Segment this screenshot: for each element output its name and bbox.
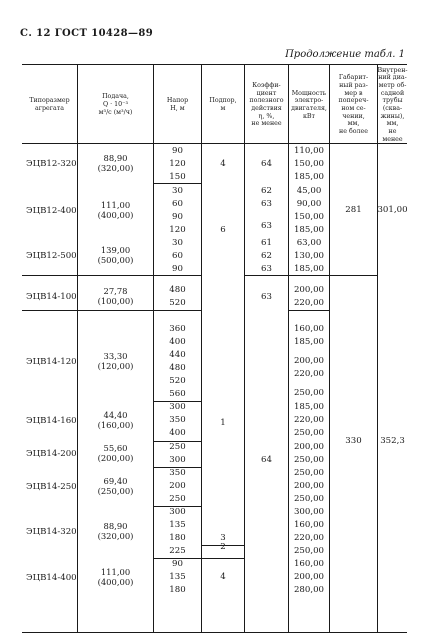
power-value: 280,00 bbox=[293, 585, 325, 596]
row-rule bbox=[22, 275, 201, 276]
power-value: 185,00 bbox=[293, 264, 325, 275]
column-header-gabarit: Габарит- ный раз- мер в попереч- ном се- чении, мм, не более bbox=[338, 74, 369, 136]
head-value: 520 bbox=[169, 376, 186, 387]
power-value: 90,00 bbox=[296, 199, 322, 210]
power-value: 200,00 bbox=[293, 442, 325, 453]
header-rule bbox=[22, 143, 407, 144]
head-value: 350 bbox=[169, 468, 186, 479]
row-rule bbox=[154, 506, 201, 507]
flow-value: 88,90 (320,00) bbox=[97, 521, 134, 541]
column-header-unit: Типоразмер агрегата bbox=[29, 97, 70, 112]
head-value: 360 bbox=[169, 324, 186, 335]
unit-type: ЭЦВ12-500 bbox=[26, 250, 77, 261]
efficiency-value: 64 bbox=[261, 454, 272, 465]
power-value: 250,00 bbox=[293, 388, 325, 399]
row-rule bbox=[22, 310, 201, 311]
head-value: 30 bbox=[172, 186, 183, 197]
column-header-backpressure: Подпор, м bbox=[209, 97, 237, 112]
unit-type: ЭЦВ14-160 bbox=[26, 415, 77, 426]
unit-type: ЭЦВ14-250 bbox=[26, 481, 77, 492]
table-continuation-caption: Продолжение табл. 1 bbox=[285, 49, 405, 60]
power-value: 150,00 bbox=[293, 212, 325, 223]
row-rule bbox=[154, 558, 201, 559]
flow-value: 44,40 (160,00) bbox=[97, 410, 134, 430]
column-header-head: Напор H, м bbox=[166, 97, 189, 112]
power-value: 220,00 bbox=[293, 298, 325, 309]
row-rule bbox=[288, 310, 329, 311]
head-value: 135 bbox=[169, 572, 186, 583]
power-value: 110,00 bbox=[293, 146, 325, 157]
power-value: 130,00 bbox=[293, 251, 325, 262]
power-value: 63,00 bbox=[296, 238, 322, 249]
head-value: 250 bbox=[169, 442, 186, 453]
head-value: 200 bbox=[169, 481, 186, 492]
power-value: 185,00 bbox=[293, 172, 325, 183]
row-rule bbox=[244, 275, 377, 276]
efficiency-value: 62 bbox=[261, 251, 272, 262]
head-value: 120 bbox=[169, 159, 186, 170]
power-value: 220,00 bbox=[293, 533, 325, 544]
unit-type: ЭЦВ14-200 bbox=[26, 448, 77, 459]
backpressure-value: 6 bbox=[220, 224, 226, 235]
power-value: 250,00 bbox=[293, 468, 325, 479]
head-value: 60 bbox=[172, 251, 183, 262]
power-value: 185,00 bbox=[293, 402, 325, 413]
flow-value: 139,00 (500,00) bbox=[97, 245, 134, 265]
gabarit-value: 330 bbox=[345, 435, 362, 446]
head-value: 120 bbox=[169, 225, 186, 236]
head-value: 60 bbox=[172, 199, 183, 210]
head-value: 520 bbox=[169, 298, 186, 309]
power-value: 250,00 bbox=[293, 428, 325, 439]
power-value: 150,00 bbox=[293, 159, 325, 170]
head-value: 400 bbox=[169, 428, 186, 439]
data-table bbox=[22, 64, 407, 633]
power-value: 185,00 bbox=[293, 337, 325, 348]
power-value: 160,00 bbox=[293, 520, 325, 531]
head-value: 480 bbox=[169, 363, 186, 374]
casing-value: 352,3 bbox=[380, 435, 405, 446]
head-value: 400 bbox=[169, 337, 186, 348]
unit-type: ЭЦВ14-100 bbox=[26, 291, 77, 302]
flow-value: 33,30 (120,00) bbox=[97, 351, 134, 371]
power-value: 200,00 bbox=[293, 356, 325, 367]
head-value: 350 bbox=[169, 415, 186, 426]
head-value: 150 bbox=[169, 172, 186, 183]
head-value: 180 bbox=[169, 533, 186, 544]
power-value: 200,00 bbox=[293, 285, 325, 296]
power-value: 45,00 bbox=[296, 186, 322, 197]
flow-value: 88,90 (320,00) bbox=[97, 153, 134, 173]
backpressure-value: 4 bbox=[220, 158, 226, 169]
head-value: 440 bbox=[169, 350, 186, 361]
head-value: 560 bbox=[169, 389, 186, 400]
power-value: 185,00 bbox=[293, 225, 325, 236]
unit-type: ЭЦВ14-120 bbox=[26, 356, 77, 367]
power-value: 220,00 bbox=[293, 369, 325, 380]
power-value: 300,00 bbox=[293, 507, 325, 518]
head-value: 300 bbox=[169, 507, 186, 518]
flow-value: 111,00 (400,00) bbox=[97, 200, 134, 220]
flow-value: 55,60 (200,00) bbox=[97, 443, 134, 463]
backpressure-value: 1 bbox=[220, 417, 226, 428]
head-value: 300 bbox=[169, 402, 186, 413]
unit-type: ЭЦВ14-320 bbox=[26, 526, 77, 537]
power-value: 160,00 bbox=[293, 324, 325, 335]
row-rule bbox=[202, 545, 244, 546]
unit-type: ЭЦВ12-400 bbox=[26, 205, 77, 216]
head-value: 90 bbox=[172, 212, 183, 223]
efficiency-value: 63 bbox=[261, 292, 272, 303]
row-rule bbox=[154, 401, 201, 402]
head-value: 90 bbox=[172, 146, 183, 157]
column-header-efficiency: Коэффи- циент полезного действия η, %, не менее bbox=[249, 81, 284, 128]
efficiency-value: 63 bbox=[261, 264, 272, 275]
head-value: 90 bbox=[172, 559, 183, 570]
efficiency-value: 63 bbox=[261, 221, 272, 232]
column-header-flow: Подача, Q · 10⁻³ м³/с (м³/ч) bbox=[98, 93, 133, 116]
efficiency-value: 62 bbox=[261, 186, 272, 197]
flow-value: 27,78 (100,00) bbox=[97, 286, 134, 306]
head-value: 300 bbox=[169, 455, 186, 466]
efficiency-value: 61 bbox=[261, 238, 272, 249]
head-value: 480 bbox=[169, 285, 186, 296]
head-value: 250 bbox=[169, 494, 186, 505]
efficiency-value: 63 bbox=[261, 199, 272, 210]
row-rule bbox=[154, 467, 201, 468]
unit-type: ЭЦВ12-320 bbox=[26, 158, 77, 169]
casing-value: 301,00 bbox=[377, 204, 408, 215]
column-header-power: Мощность электро- двигателя, кВт bbox=[291, 89, 327, 120]
efficiency-value: 64 bbox=[261, 158, 272, 169]
head-value: 30 bbox=[172, 238, 183, 249]
power-value: 200,00 bbox=[293, 481, 325, 492]
unit-type: ЭЦВ14-400 bbox=[26, 572, 77, 583]
backpressure-value: 4 bbox=[220, 572, 226, 583]
power-value: 250,00 bbox=[293, 455, 325, 466]
power-value: 250,00 bbox=[293, 546, 325, 557]
power-value: 160,00 bbox=[293, 559, 325, 570]
power-value: 250,00 bbox=[293, 494, 325, 505]
row-rule bbox=[202, 558, 244, 559]
power-value: 200,00 bbox=[293, 572, 325, 583]
page-header: С. 12 ГОСТ 10428—89 bbox=[20, 28, 154, 39]
row-rule bbox=[154, 441, 201, 442]
row-rule bbox=[154, 183, 201, 184]
head-value: 90 bbox=[172, 264, 183, 275]
flow-value: 69,40 (250,00) bbox=[97, 476, 134, 496]
backpressure-value: 3 bbox=[220, 533, 226, 544]
head-value: 180 bbox=[169, 585, 186, 596]
gabarit-value: 281 bbox=[345, 204, 362, 215]
flow-value: 111,00 (400,00) bbox=[97, 567, 134, 587]
power-value: 220,00 bbox=[293, 415, 325, 426]
head-value: 225 bbox=[169, 546, 186, 557]
column-header-casing: Внутрен- ний диа- метр об- садной трубы (сква- жины), мм, не менее bbox=[377, 66, 408, 143]
backpressure-value: 2 bbox=[220, 541, 226, 552]
head-value: 135 bbox=[169, 520, 186, 531]
